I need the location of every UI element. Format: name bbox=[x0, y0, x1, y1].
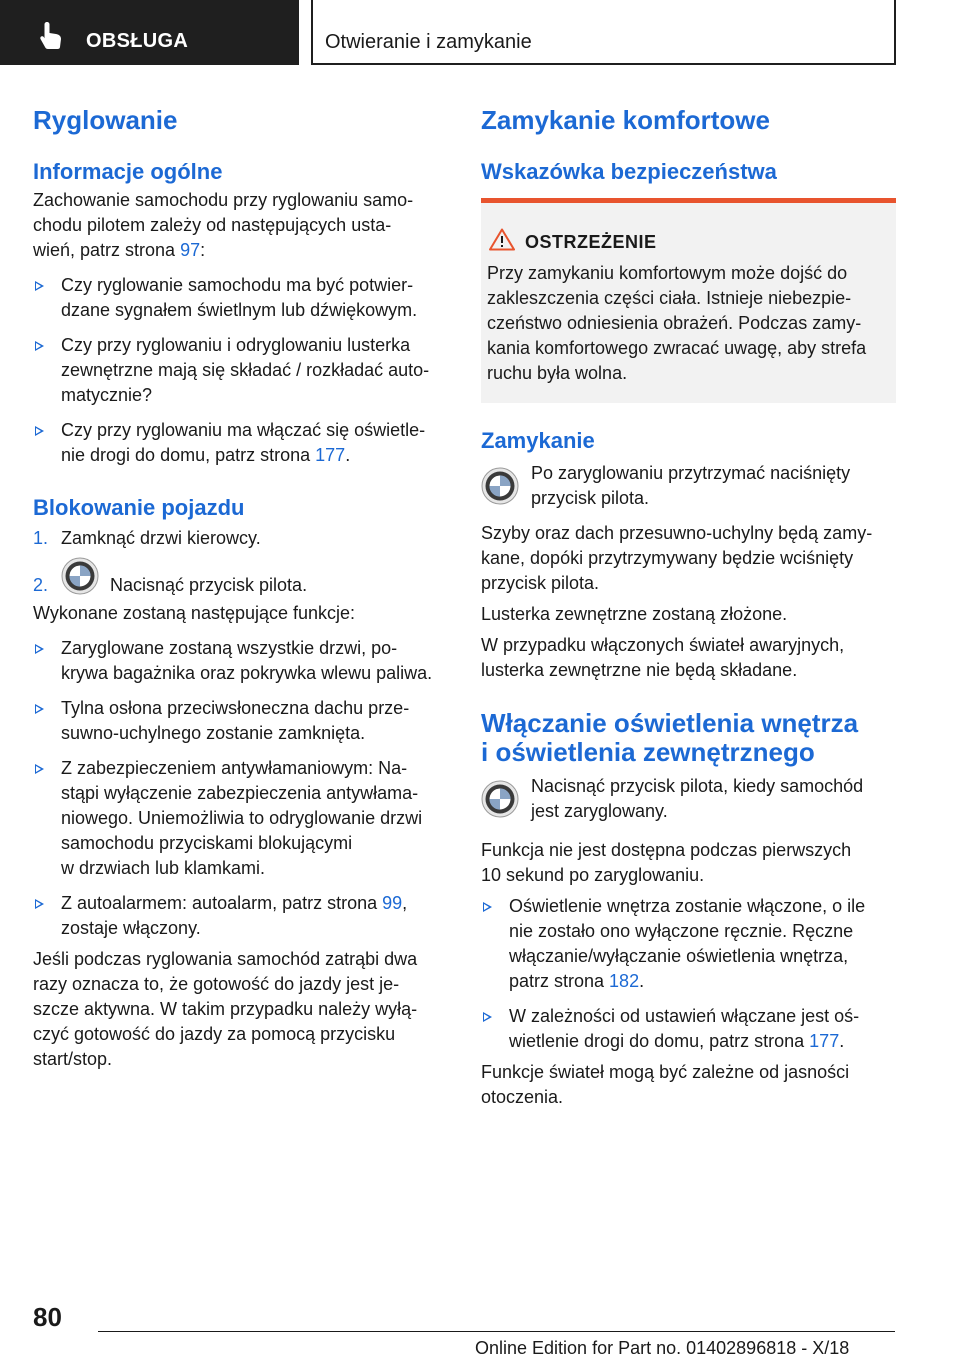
text-line: Czy ryglowanie samochodu ma być potwier- bbox=[61, 275, 414, 295]
text-line: suwno-uchylnego zostanie zamknięta. bbox=[61, 723, 366, 743]
bullet-triangle-icon bbox=[483, 1012, 492, 1022]
text-line: szcze aktywna. W takim przypadku należy wyłą- bbox=[33, 999, 418, 1019]
text-fragment: . bbox=[345, 445, 351, 465]
text-line: lusterka zewnętrzne nie będą składane. bbox=[481, 660, 798, 680]
list-item bbox=[33, 756, 448, 881]
text-fragment: patrz strona bbox=[509, 971, 610, 991]
list-item bbox=[33, 273, 448, 323]
text-line: dzane sygnałem świetlnym lub dźwiękowym. bbox=[61, 300, 418, 320]
list-item bbox=[33, 333, 448, 408]
list-item bbox=[33, 418, 448, 468]
bullet-triangle-icon bbox=[35, 281, 44, 291]
text-line: Funkcje świateł mogą być zależne od jasności bbox=[481, 1062, 850, 1082]
step-number: 2. bbox=[33, 575, 49, 595]
heading-zamykanie: Zamykanie bbox=[481, 428, 595, 453]
text-line bbox=[509, 969, 896, 994]
page-link-97[interactable]: 97 bbox=[180, 240, 201, 260]
text-line: czeństwo odniesienia obrażeń. Podczas zamy- bbox=[487, 313, 862, 333]
text-line: czyć gotowość do jazdy za pomocą przycisku bbox=[33, 1024, 396, 1044]
page-link-182[interactable]: 182 bbox=[609, 971, 640, 991]
text-line: Zaryglowane zostaną wszystkie drzwi, po- bbox=[61, 638, 398, 658]
text-line: i oświetlenia zewnętrznego bbox=[481, 737, 815, 767]
text-line: nie zostało ono wyłączone ręcznie. Ręczne bbox=[509, 921, 854, 941]
text-line: Włączanie oświetlenia wnętrza bbox=[481, 708, 859, 738]
list-item bbox=[481, 894, 896, 994]
list-item bbox=[33, 696, 448, 746]
page-link-177[interactable]: 177 bbox=[315, 445, 346, 465]
text-line: 10 sekund po zaryglowaniu. bbox=[481, 865, 705, 885]
bullet-triangle-icon bbox=[35, 426, 44, 436]
hand-touch-icon bbox=[38, 20, 64, 50]
right-column bbox=[481, 96, 896, 186]
availability-paragraph bbox=[481, 838, 896, 888]
list-item bbox=[33, 891, 448, 941]
warning-title: OSTRZEŻENIE bbox=[525, 232, 657, 252]
heading-wlaczanie-oswietlenia bbox=[481, 707, 896, 768]
text-line: krywa bagażnika oraz pokrywka wlewu paliwa. bbox=[61, 663, 433, 683]
footer-divider bbox=[98, 1331, 895, 1332]
text-line: Oświetlenie wnętrza zostanie włączone, o ile bbox=[509, 896, 866, 916]
heading-blokowanie-pojazdu: Blokowanie pojazdu bbox=[33, 495, 245, 520]
text-line: Z zabezpieczeniem antywłamaniowym: Na- bbox=[61, 758, 408, 778]
bmw-key-icon bbox=[61, 557, 99, 595]
text-line: otoczenia. bbox=[481, 1087, 564, 1107]
text-fragment: . bbox=[639, 971, 645, 991]
text-line: razy oznacza to, że gotowość do jazdy jest je- bbox=[33, 974, 400, 994]
text-line: zakleszczenia części ciała. Istnieje niebezpie- bbox=[487, 288, 852, 308]
text-line: ruchu była wolna. bbox=[487, 363, 628, 383]
hazard-paragraph bbox=[481, 633, 896, 683]
bullet-triangle-icon bbox=[483, 902, 492, 912]
step-text: Nacisnąć przycisk pilota. bbox=[110, 575, 308, 595]
text-fragment: , bbox=[402, 893, 408, 913]
right-column-lower bbox=[481, 427, 896, 1110]
text-line: w drzwiach lub klamkami. bbox=[61, 858, 266, 878]
text-line bbox=[61, 443, 448, 468]
text-line: Czy przy ryglowaniu i odryglowaniu lusterka bbox=[61, 335, 411, 355]
text-line: Nacisnąć przycisk pilota, kiedy samochód bbox=[531, 776, 864, 796]
section-title: OBSŁUGA bbox=[86, 30, 189, 52]
text-line: Zachowanie samochodu przy ryglowaniu samo- bbox=[33, 190, 414, 210]
text-line: niowego. Uniemożliwia to odryglowanie drzwi bbox=[61, 808, 423, 828]
key-instruction bbox=[481, 461, 896, 511]
step-text: Zamknąć drzwi kierowcy. bbox=[61, 528, 261, 548]
warning-text bbox=[487, 261, 891, 386]
text-line: Po zaryglowaniu przytrzymać naciśnięty bbox=[531, 463, 851, 483]
text-line: start/stop. bbox=[33, 1049, 113, 1069]
left-column bbox=[33, 96, 448, 1072]
bmw-key-icon bbox=[481, 780, 519, 818]
step-number: 1. bbox=[33, 528, 49, 548]
text-fragment: nie drogi do domu, patrz strona bbox=[61, 445, 316, 465]
bullet-triangle-icon bbox=[35, 764, 44, 774]
text-line: matycznie? bbox=[61, 385, 153, 405]
bullet-triangle-icon bbox=[35, 899, 44, 909]
text-line: kania komfortowego zwracać uwagę, aby strefa bbox=[487, 338, 867, 358]
page-link-177[interactable]: 177 bbox=[809, 1031, 840, 1051]
text-line: zostaje włączony. bbox=[61, 918, 201, 938]
bmw-key-icon bbox=[481, 467, 519, 505]
bullet-triangle-icon bbox=[35, 341, 44, 351]
text-line bbox=[509, 1029, 896, 1054]
intro-paragraph bbox=[33, 188, 448, 263]
warning-triangle-icon bbox=[489, 228, 515, 251]
heading-wskazowka-bezpieczenstwa: Wskazówka bezpieczeństwa bbox=[481, 159, 777, 184]
heading-ryglowanie: Ryglowanie bbox=[33, 105, 178, 135]
chapter-header bbox=[311, 0, 896, 65]
key-instruction bbox=[481, 774, 896, 824]
text-line bbox=[33, 238, 448, 263]
text-line: jest zaryglowany. bbox=[531, 801, 668, 821]
text-line: Jeśli podczas ryglowania samochód zatrąbi dwa bbox=[33, 949, 418, 969]
horn-paragraph bbox=[33, 947, 448, 1072]
text-line: Szyby oraz dach przesuwno-uchylny będą zamy- bbox=[481, 523, 873, 543]
text-fragment: wień, patrz strona bbox=[33, 240, 181, 260]
text-fragment: . bbox=[839, 1031, 845, 1051]
windows-paragraph bbox=[481, 521, 896, 596]
text-line: Przy zamykaniu komfortowym może dojść do bbox=[487, 263, 848, 283]
text-fragment: wietlenie drogi do domu, patrz strona bbox=[509, 1031, 810, 1051]
section-header bbox=[0, 0, 299, 65]
text-line: przycisk pilota. bbox=[481, 573, 600, 593]
text-line: kane, dopóki przytrzymywany będzie wciśnięty bbox=[481, 548, 854, 568]
text-line: przycisk pilota. bbox=[531, 488, 650, 508]
chapter-title: Otwieranie i zamykanie bbox=[325, 31, 532, 53]
bullet-triangle-icon bbox=[35, 704, 44, 714]
text-line: Tylna osłona przeciwsłoneczna dachu prze- bbox=[61, 698, 410, 718]
text-line: Funkcja nie jest dostępna podczas pierwszych bbox=[481, 840, 852, 860]
text-line: zewnętrzne mają się składać / rozkładać auto- bbox=[61, 360, 430, 380]
text-line: włączanie/wyłączanie oświetlenia wnętrza, bbox=[509, 946, 849, 966]
bullet-triangle-icon bbox=[35, 644, 44, 654]
step-2 bbox=[33, 563, 448, 601]
edition-text: Online Edition for Part no. 01402896818 - X/18 bbox=[475, 1338, 850, 1358]
text-fragment: Z autoalarmem: autoalarm, patrz strona bbox=[61, 893, 383, 913]
heading-zamykanie-komfortowe: Zamykanie komfortowe bbox=[481, 105, 770, 135]
step-1 bbox=[33, 526, 448, 551]
heading-informacje-ogolne: Informacje ogólne bbox=[33, 159, 223, 184]
text-line: W zależności od ustawień włączane jest oś- bbox=[509, 1006, 860, 1026]
list-item bbox=[481, 1004, 896, 1054]
page-number: 80 bbox=[33, 1302, 62, 1332]
page-link-99[interactable]: 99 bbox=[382, 893, 403, 913]
brightness-paragraph bbox=[481, 1060, 896, 1110]
text-fragment: : bbox=[200, 240, 206, 260]
warning-box bbox=[481, 198, 896, 403]
text-line bbox=[61, 891, 448, 916]
text-line: Czy przy ryglowaniu ma włączać się oświetle- bbox=[61, 420, 426, 440]
list-item bbox=[33, 636, 448, 686]
text-line: chodu pilotem zależy od następujących usta- bbox=[33, 215, 392, 235]
performed-functions-label: Wykonane zostaną następujące funkcje: bbox=[33, 603, 356, 623]
text-line: stąpi wyłączenie zabezpieczenia antywłama- bbox=[61, 783, 419, 803]
mirrors-paragraph: Lusterka zewnętrzne zostaną złożone. bbox=[481, 604, 788, 624]
text-line: W przypadku włączonych świateł awaryjnych, bbox=[481, 635, 845, 655]
text-line: samochodu przyciskami blokującymi bbox=[61, 833, 353, 853]
